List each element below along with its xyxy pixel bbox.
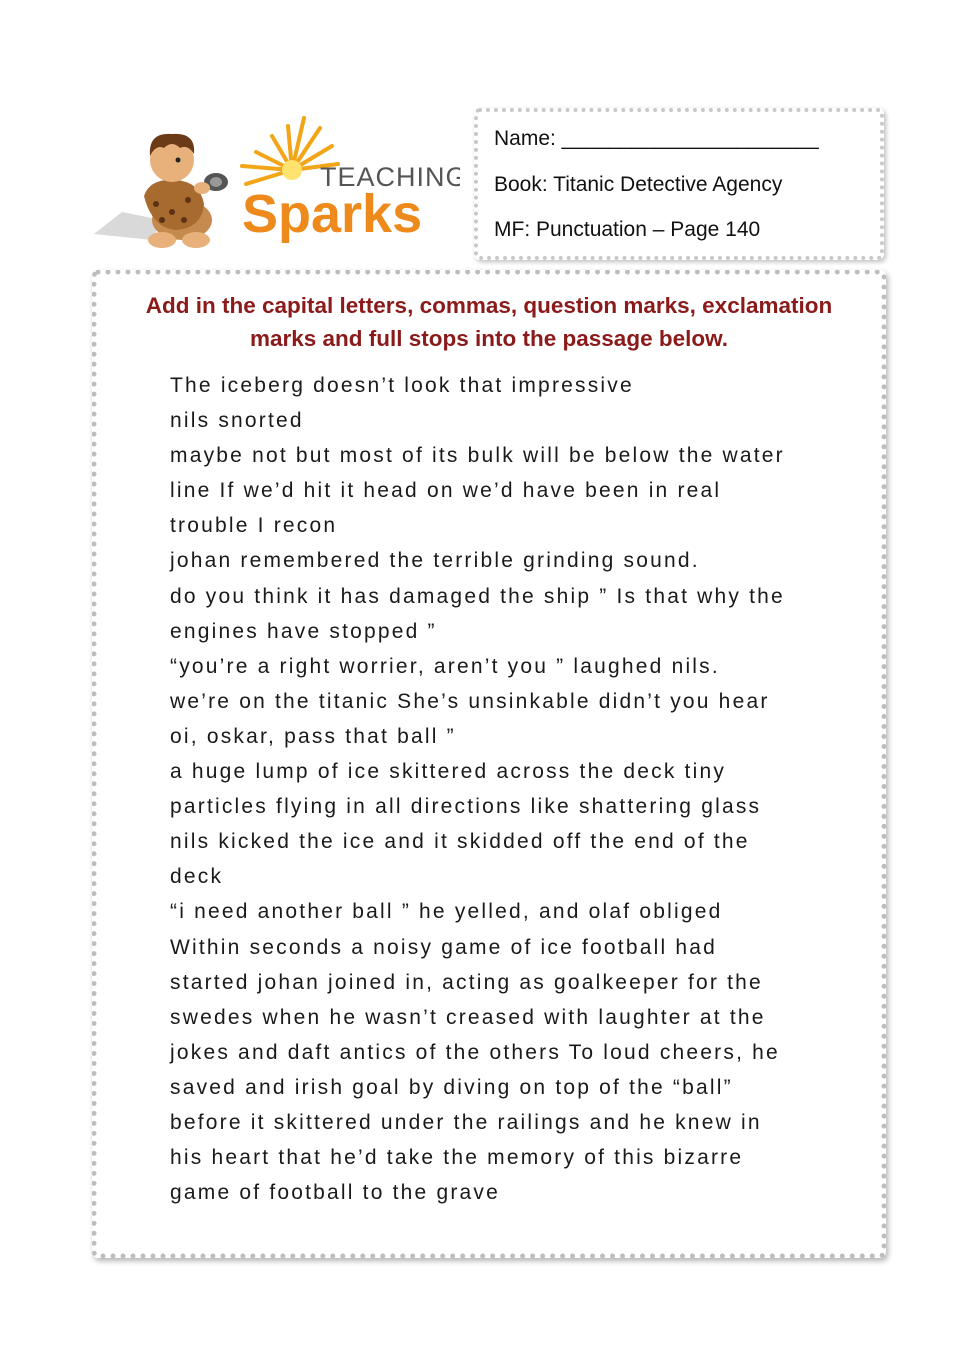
passage-line: before it skittered under the railings and he knew in	[170, 1110, 762, 1134]
passage-line: started johan joined in, acting as goalkeeper for the	[170, 970, 763, 994]
passage-line: maybe not but most of its bulk will be below the water	[170, 444, 785, 468]
passage-line: a huge lump of ice skittered across the deck tiny	[170, 760, 727, 784]
logo-sparks-text: Sparks	[242, 184, 423, 244]
passage-line: game of football to the grave	[170, 1181, 500, 1205]
instructions-line-2: marks and full stops into the passage below.	[249, 326, 728, 351]
passage-line: saved and irish goal by diving on top of the “ball”	[170, 1075, 733, 1099]
passage-line: Within seconds a noisy game of ice football had	[170, 935, 717, 959]
passage-line: oi, oskar, pass that ball ”	[170, 724, 456, 748]
passage-line: The iceberg doesn’t look that impressive	[170, 374, 634, 397]
logo-teaching-text: TEACHING	[320, 162, 460, 192]
passage-line: engines have stopped ”	[170, 619, 437, 643]
passage-line: his heart that he’d take the memory of this bizarre	[170, 1146, 744, 1170]
passage	[170, 368, 870, 1210]
passage-line: “i need another ball ” he yelled, and olaf obliged	[170, 900, 723, 924]
teaching-sparks-logo	[92, 108, 460, 258]
instructions-line-1: Add in the capital letters, commas, question marks, exclamation	[145, 293, 833, 318]
instructions	[117, 289, 861, 355]
passage-line: do you think it has damaged the ship ” Is that why the	[170, 584, 785, 608]
passage-line: line If we’d hit it head on we’d have been in real	[170, 479, 722, 503]
name-field[interactable]: Name: ______________________	[494, 127, 819, 150]
mf-page-label: MF: Punctuation – Page 140	[494, 218, 761, 241]
student-info-box	[474, 108, 884, 260]
caveman-mascot-icon	[144, 134, 228, 248]
passage-line: jokes and daft antics of the others To loud cheers, he	[170, 1040, 780, 1064]
passage-line: nils kicked the ice and it skidded off the end of the	[170, 830, 750, 854]
passage-line: we’re on the titanic She’s unsinkable didn’t you hear	[170, 689, 770, 713]
worksheet-box	[92, 270, 886, 1258]
passage-line: swedes when he wasn’t creased with laughter at the	[170, 1005, 766, 1029]
passage-line: nils snorted	[170, 409, 304, 433]
passage-line: johan remembered the terrible grinding sound.	[170, 549, 700, 573]
passage-line: trouble I recon	[170, 514, 338, 538]
passage-line: deck	[170, 865, 224, 889]
book-title: Book: Titanic Detective Agency	[494, 173, 783, 196]
passage-line: “you’re a right worrier, aren’t you ” laughed nils.	[170, 654, 720, 678]
passage-line: particles flying in all directions like shattering glass	[170, 795, 762, 819]
